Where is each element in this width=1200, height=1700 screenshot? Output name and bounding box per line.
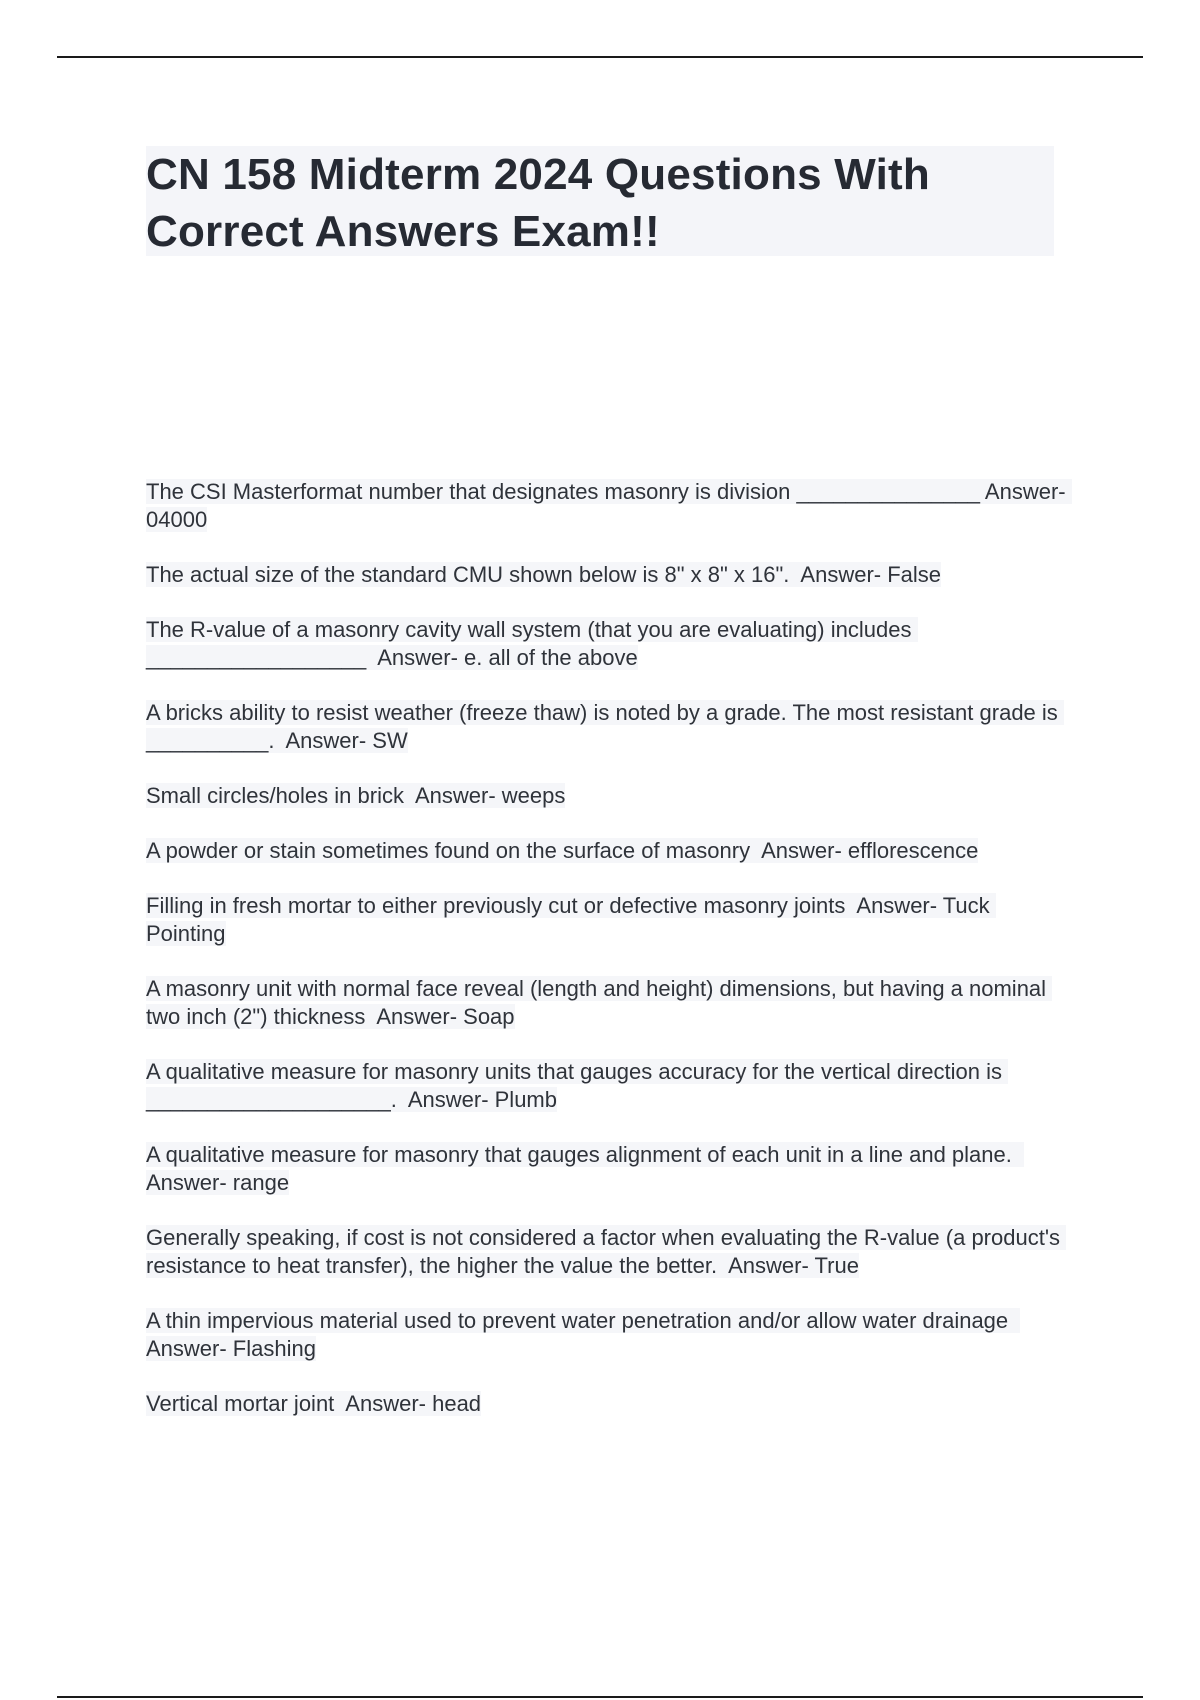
question-item [146,1141,1066,1197]
question-text: Filling in fresh mortar to either previously cut or defective masonry joints Answer- Tuck Pointing [146,893,996,946]
question-item [146,1058,1066,1114]
question-item [146,616,1066,672]
question-text: Vertical mortar joint Answer- head [146,1391,482,1416]
question-text: A qualitative measure for masonry that gauges alignment of each unit in a line and plane. Answer- range [146,1142,1025,1195]
question-item [146,1390,1066,1418]
top-rule [57,56,1143,58]
question-text: The actual size of the standard CMU shown below is 8" x 8" x 16". Answer- False [146,562,942,587]
question-text: A masonry unit with normal face reveal (length and height) dimensions, but having a nominal two inch (2") thickness Answer- Soap [146,976,1053,1029]
question-text: A powder or stain sometimes found on the surface of masonry Answer- efflorescence [146,838,979,863]
question-item [146,699,1066,755]
question-item [146,478,1072,534]
question-item [146,782,1066,810]
question-item [146,1307,1066,1363]
bottom-rule [57,1696,1143,1698]
document-title: CN 158 Midterm 2024 Questions With Correct Answers Exam!! [146,146,1054,256]
question-text: Generally speaking, if cost is not considered a factor when evaluating the R-value (a product's resistance to heat transfer), the higher the value the better. Answer- True [146,1225,1067,1278]
question-item [146,837,1066,865]
question-list [146,478,1072,1445]
question-item [146,561,1066,589]
question-item [146,1224,1066,1280]
question-text: A bricks ability to resist weather (freeze thaw) is noted by a grade. The most resistant grade is __________. Answer- SW [146,700,1064,753]
question-item [146,975,1066,1031]
question-text: A thin impervious material used to prevent water penetration and/or allow water drainage Answer- Flashing [146,1308,1021,1361]
question-text: A qualitative measure for masonry units that gauges accuracy for the vertical direction is ____________________. Answer- Plumb [146,1059,1009,1112]
question-item [146,892,1066,948]
question-text: Small circles/holes in brick Answer- weeps [146,783,566,808]
question-text: The R-value of a masonry cavity wall system (that you are evaluating) includes __________________ Answer- e. all of the above [146,617,918,670]
question-text: The CSI Masterformat number that designates masonry is division _______________ Answer- 04000 [146,479,1072,532]
